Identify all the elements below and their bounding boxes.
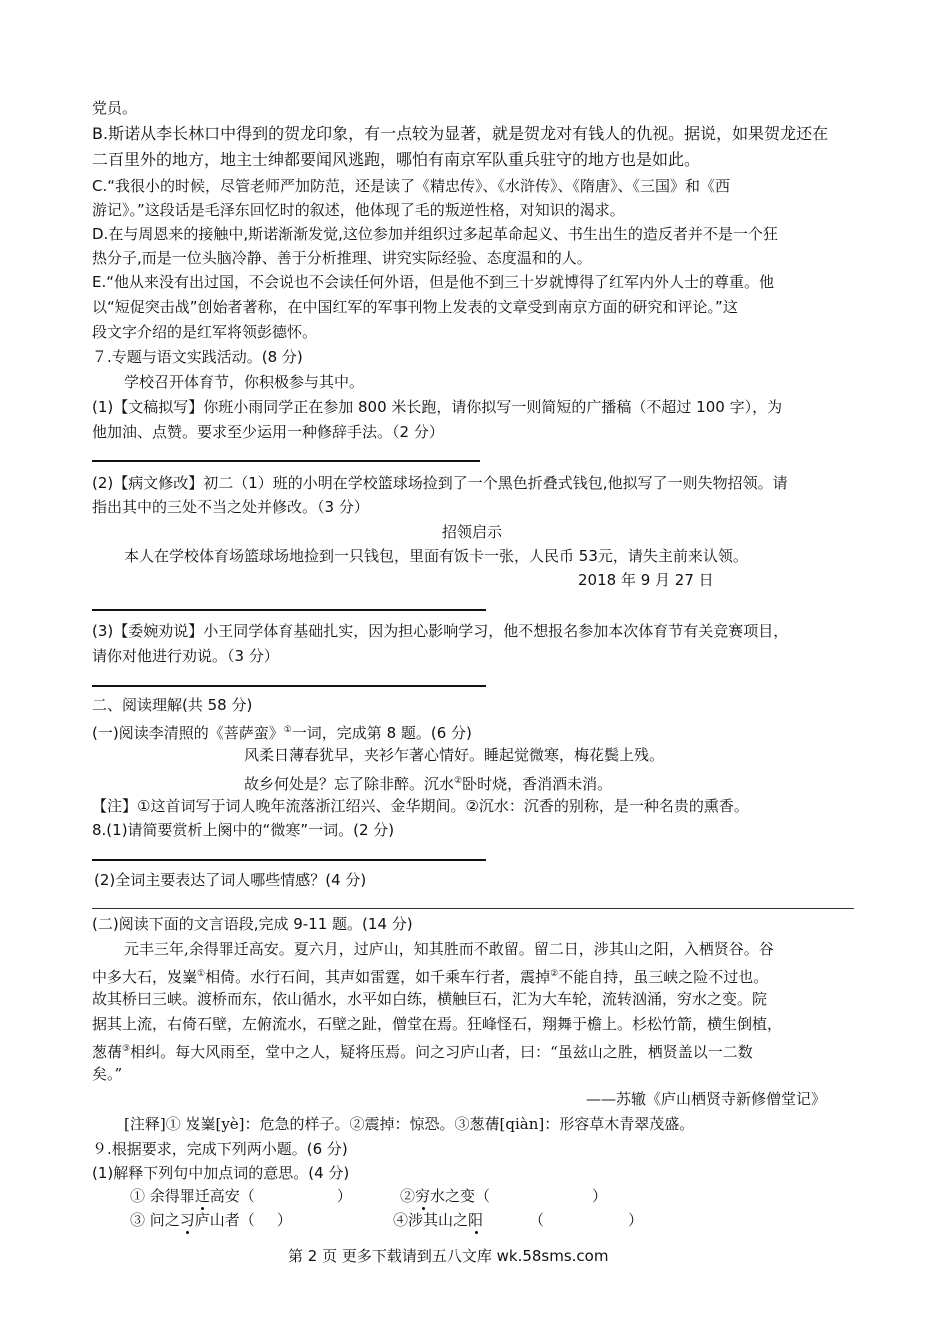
answer-line-q7-1	[92, 460, 480, 462]
q8-1: 8.(1)请简要赏析上阕中的“微寒”一词。(2 分)	[92, 821, 395, 839]
part2-title: 二、阅读理解(共 58 分)	[92, 696, 253, 714]
poem-note: 【注】①这首词写于词人晚年流落浙江绍兴、金华期间。②沉水：沉香的别称，是一种名贵的熏香。	[92, 797, 749, 815]
passage-notes: [注释]① 岌嶪[yè]：危急的样子。②震掉：惊恐。③葱蒨[qiàn]：形容草木青翠茂盛。	[124, 1115, 695, 1133]
section-divider	[92, 908, 854, 909]
passage-source: ——苏辙《庐山栖贤寺新修僧堂记》	[586, 1090, 827, 1108]
item-2: ②穷水之变（ ）	[400, 1187, 608, 1205]
notice-body: 本人在学校体育场篮球场地捡到一只钱包，里面有饭卡一张，人民币 53元，请失主前来认领。	[124, 547, 748, 565]
passage-line2: 中多大石，岌嶪①相倚。水行石间，其声如雷霆，如千乘车行者，震掉②不能自持，虽三峡之险不过也。	[92, 968, 769, 986]
q9-title: ９.根据要求，完成下列两小题。(6 分)	[92, 1140, 348, 1158]
passage-line3: 故其桥曰三峡。渡桥而东，依山循水，水平如白练，横触巨石，汇为大车轮，流转汹涌，穷水之变。院	[92, 990, 768, 1008]
q7-intro: 学校召开体育节，你积极参与其中。	[124, 373, 365, 391]
notice-title: 招领启示	[442, 523, 503, 541]
option-e-line3: 段文字介绍的是红军将领彭德怀。	[92, 323, 318, 341]
passage-line1: 元丰三年,余得罪迁高安。夏六月，过庐山，知其胜而不敢留。留二日，涉其山之阳，入栖贤谷。谷	[124, 940, 774, 958]
item-4: ④涉其山之阳 （ ）	[393, 1211, 644, 1229]
poem-line2: 故乡何处是？忘了除非醉。沉水②卧时烧，香消酒未消。	[244, 775, 613, 793]
answer-line-q8-1	[92, 859, 486, 861]
q7-2-line2: 指出其中的三处不当之处并修改。（3 分）	[92, 498, 369, 516]
classical-intro: (二)阅读下面的文言语段,完成 9-11 题。(14 分)	[92, 915, 413, 933]
q7-3-line2: 请你对他进行劝说。（3 分）	[92, 647, 279, 665]
passage-line5: 葱蒨③相纠。每大风雨至，堂中之人，疑将压焉。问之习庐山者，曰：“虽兹山之胜，栖贤盖以一二数	[92, 1043, 753, 1061]
item-3: ③ 问之习庐山者（ ）	[130, 1211, 292, 1229]
q9-1: (1)解释下列句中加点词的意思。(4 分)	[92, 1164, 350, 1182]
q8-2: (2)全词主要表达了词人哪些情感？(4 分)	[94, 871, 367, 889]
q7-1-line2: 他加油、点赞。要求至少运用一种修辞手法。（2 分）	[92, 423, 444, 441]
option-e-line1: E.“他从来没有出过国，不会说也不会读任何外语，但是他不到三十岁就博得了红军内外人士的尊重。他	[92, 273, 775, 291]
passage-line4: 据其上流，右倚石壁，左俯流水，石壁之趾，僧堂在焉。狂峰怪石，翔舞于檐上。杉松竹箭，横生倒植，	[92, 1015, 783, 1033]
passage-line6: 矣。”	[92, 1065, 123, 1083]
option-b-line2: 二百里外的地方，地主士绅都要闻风逃跑，哪怕有南京军队重兵驻守的地方也是如此。	[92, 150, 701, 169]
option-b-line1: B.斯诺从李长林口中得到的贺龙印象，有一点较为显著，就是贺龙对有钱人的仇视。据说，如果贺龙还在	[92, 124, 829, 143]
q7-title: ７.专题与语文实践活动。(8 分)	[92, 348, 303, 366]
q7-2-line1: (2)【病文修改】初二（1）班的小明在学校篮球场捡到了一个黑色折叠式钱包,他拟写了一则失物招领。请	[92, 474, 788, 492]
option-a-tail: 党员。	[92, 99, 138, 117]
option-e-line2: 以“短促突击战”创始者著称，在中国红军的军事刊物上发表的文章受到南京方面的研究和评论。”这	[92, 298, 738, 316]
item-1: ① 余得罪迁高安（ ）	[130, 1187, 352, 1205]
option-c-line1: C.“我很小的时候，尽管老师严加防范，还是读了《精忠传》、《水浒传》、《隋唐》、《三国》和《西	[92, 177, 731, 195]
page-footer: 第 2 页 更多下载请到五八文库 wk.58sms.com	[288, 1247, 609, 1265]
option-d-line2: 热分子,而是一位头脑冷静、善于分析推理、讲究实际经验、态度温和的人。	[92, 249, 592, 267]
poem-intro: (一)阅读李清照的《菩萨蛮》①一词，完成第 8 题。(6 分)	[92, 724, 472, 742]
option-c-line2: 游记》。”这段话是毛泽东回忆时的叙述，他体现了毛的叛逆性格，对知识的渴求。	[92, 201, 625, 219]
q7-3-line1: (3)【委婉劝说】小王同学体育基础扎实，因为担心影响学习，他不想报名参加本次体育节有关竞赛项目，	[92, 622, 789, 640]
option-d-line1: D.在与周恩来的接触中,斯诺渐渐发觉,这位参加并组织过多起革命起义、书生出生的造反者并不是一个狂	[92, 225, 778, 243]
q7-1-line1: (1)【文稿拟写】你班小雨同学正在参加 800 米长跑，请你拟写一则简短的广播稿（不超过 100 字），为	[92, 398, 783, 416]
answer-line-q7-3	[92, 685, 486, 687]
answer-line-q7-2	[92, 609, 486, 611]
notice-date: 2018 年 9 月 27 日	[578, 571, 714, 589]
poem-line1: 风柔日薄春犹早，夹衫乍著心情好。睡起觉微寒，梅花鬓上残。	[244, 746, 665, 764]
